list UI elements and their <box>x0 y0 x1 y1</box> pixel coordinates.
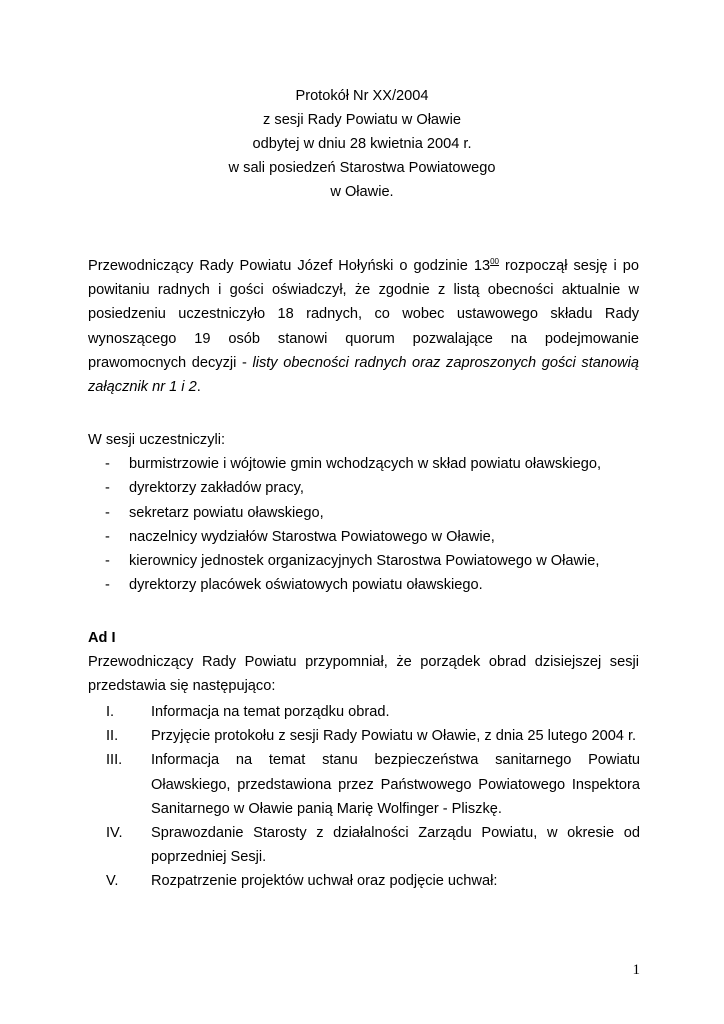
city-line: w Oławie. <box>330 184 394 200</box>
agenda-intro-paragraph: Przewodniczący Rady Powiatu przypomniał, że porządek obrad dzisiejszej sesji przedstawia się następująco: <box>88 654 639 695</box>
dash-marker: - <box>105 504 110 521</box>
agenda-item <box>88 869 640 893</box>
agenda-number: IV. <box>106 825 123 842</box>
session-line: z sesji Rady Powiatu w Oławie <box>263 112 461 128</box>
agenda-text: Rozpatrzenie projektów uchwał oraz podjęcie uchwał: <box>151 873 498 890</box>
list-item-text: burmistrzowie i wójtowie gmin wchodzących w skład powiatu oławskiego, <box>129 456 602 472</box>
page-number: 1 <box>632 962 640 978</box>
list-item <box>88 573 648 597</box>
document-header <box>0 84 724 204</box>
agenda-text: Informacja na temat porządku obrad. <box>151 704 390 720</box>
agenda-text: Informacja na temat stanu bezpieczeństwa sanitarnego Powiatu Oławskiego, przedstawiona przez Państwowego Powiatowego Inspektora Sanitarnego w Oławie panią Marię Wolfinger - Pliszkę. <box>151 752 640 817</box>
intro-text-1: Przewodniczący Rady Powiatu Józef Hołyński o godzinie 13 <box>88 258 491 274</box>
dash-marker: - <box>105 480 110 497</box>
section-heading-ad-1: Ad I <box>88 630 116 646</box>
attendees-title: W sesji uczestniczyli: <box>88 432 226 448</box>
dash-marker: - <box>105 553 110 570</box>
agenda-number: II. <box>106 728 119 745</box>
agenda-number: V. <box>106 873 119 890</box>
time-superscript: 00 <box>490 257 500 266</box>
agenda-list <box>88 700 640 894</box>
list-item-text: sekretarz powiatu oławskiego, <box>129 504 324 521</box>
attachment-note: listy obecności radnych oraz zaproszonych gości stanowią załącznik nr 1 i 2 <box>88 354 639 396</box>
agenda-number: III. <box>106 752 123 769</box>
agenda-number: I. <box>106 704 115 720</box>
date-line: odbytej w dniu 28 kwietnia 2004 r. <box>252 136 472 152</box>
list-item-text: naczelnicy wydziałów Starostwa Powiatowego w Oławie, <box>129 528 495 545</box>
intro-paragraph <box>88 254 639 399</box>
dash-marker: - <box>105 456 110 472</box>
dash-marker: - <box>105 528 110 545</box>
protocol-title: Protokół Nr XX/2004 <box>295 88 429 104</box>
dash-marker: - <box>105 577 110 594</box>
list-item <box>88 501 648 525</box>
list-item-text: dyrektorzy zakładów pracy, <box>129 480 304 497</box>
agenda-item <box>88 724 640 748</box>
list-item <box>88 476 648 500</box>
intro-text-2: rozpoczął sesję i po powitaniu radnych i gości oświadczył, że zgodnie z listą obecności aktualnie w posiedzeniu uczestniczyło 18 radnych, co wobec ustawowego składu Rady wynoszącego 19 osób stanowi quorum pozwalające na podejmowanie prawomocnych decyzji - <box>88 258 639 371</box>
intro-end: . <box>196 379 201 396</box>
list-item-text: dyrektorzy placówek oświatowych powiatu oławskiego. <box>129 577 483 594</box>
agenda-item <box>88 748 640 821</box>
agenda-item <box>88 821 640 869</box>
list-item-text: kierownicy jednostek organizacyjnych Starostwa Powiatowego w Oławie, <box>129 553 600 570</box>
agenda-item <box>88 700 640 724</box>
list-item <box>88 452 648 476</box>
venue-line: w sali posiedzeń Starostwa Powiatowego <box>228 160 496 176</box>
agenda-text: Sprawozdanie Starosty z działalności Zarządu Powiatu, w okresie od poprzedniej Sesji. <box>151 825 640 866</box>
attendees-list <box>88 452 648 598</box>
list-item <box>88 549 648 573</box>
list-item <box>88 525 648 549</box>
agenda-text: Przyjęcie protokołu z sesji Rady Powiatu w Oławie, z dnia 25 lutego 2004 r. <box>151 728 637 745</box>
